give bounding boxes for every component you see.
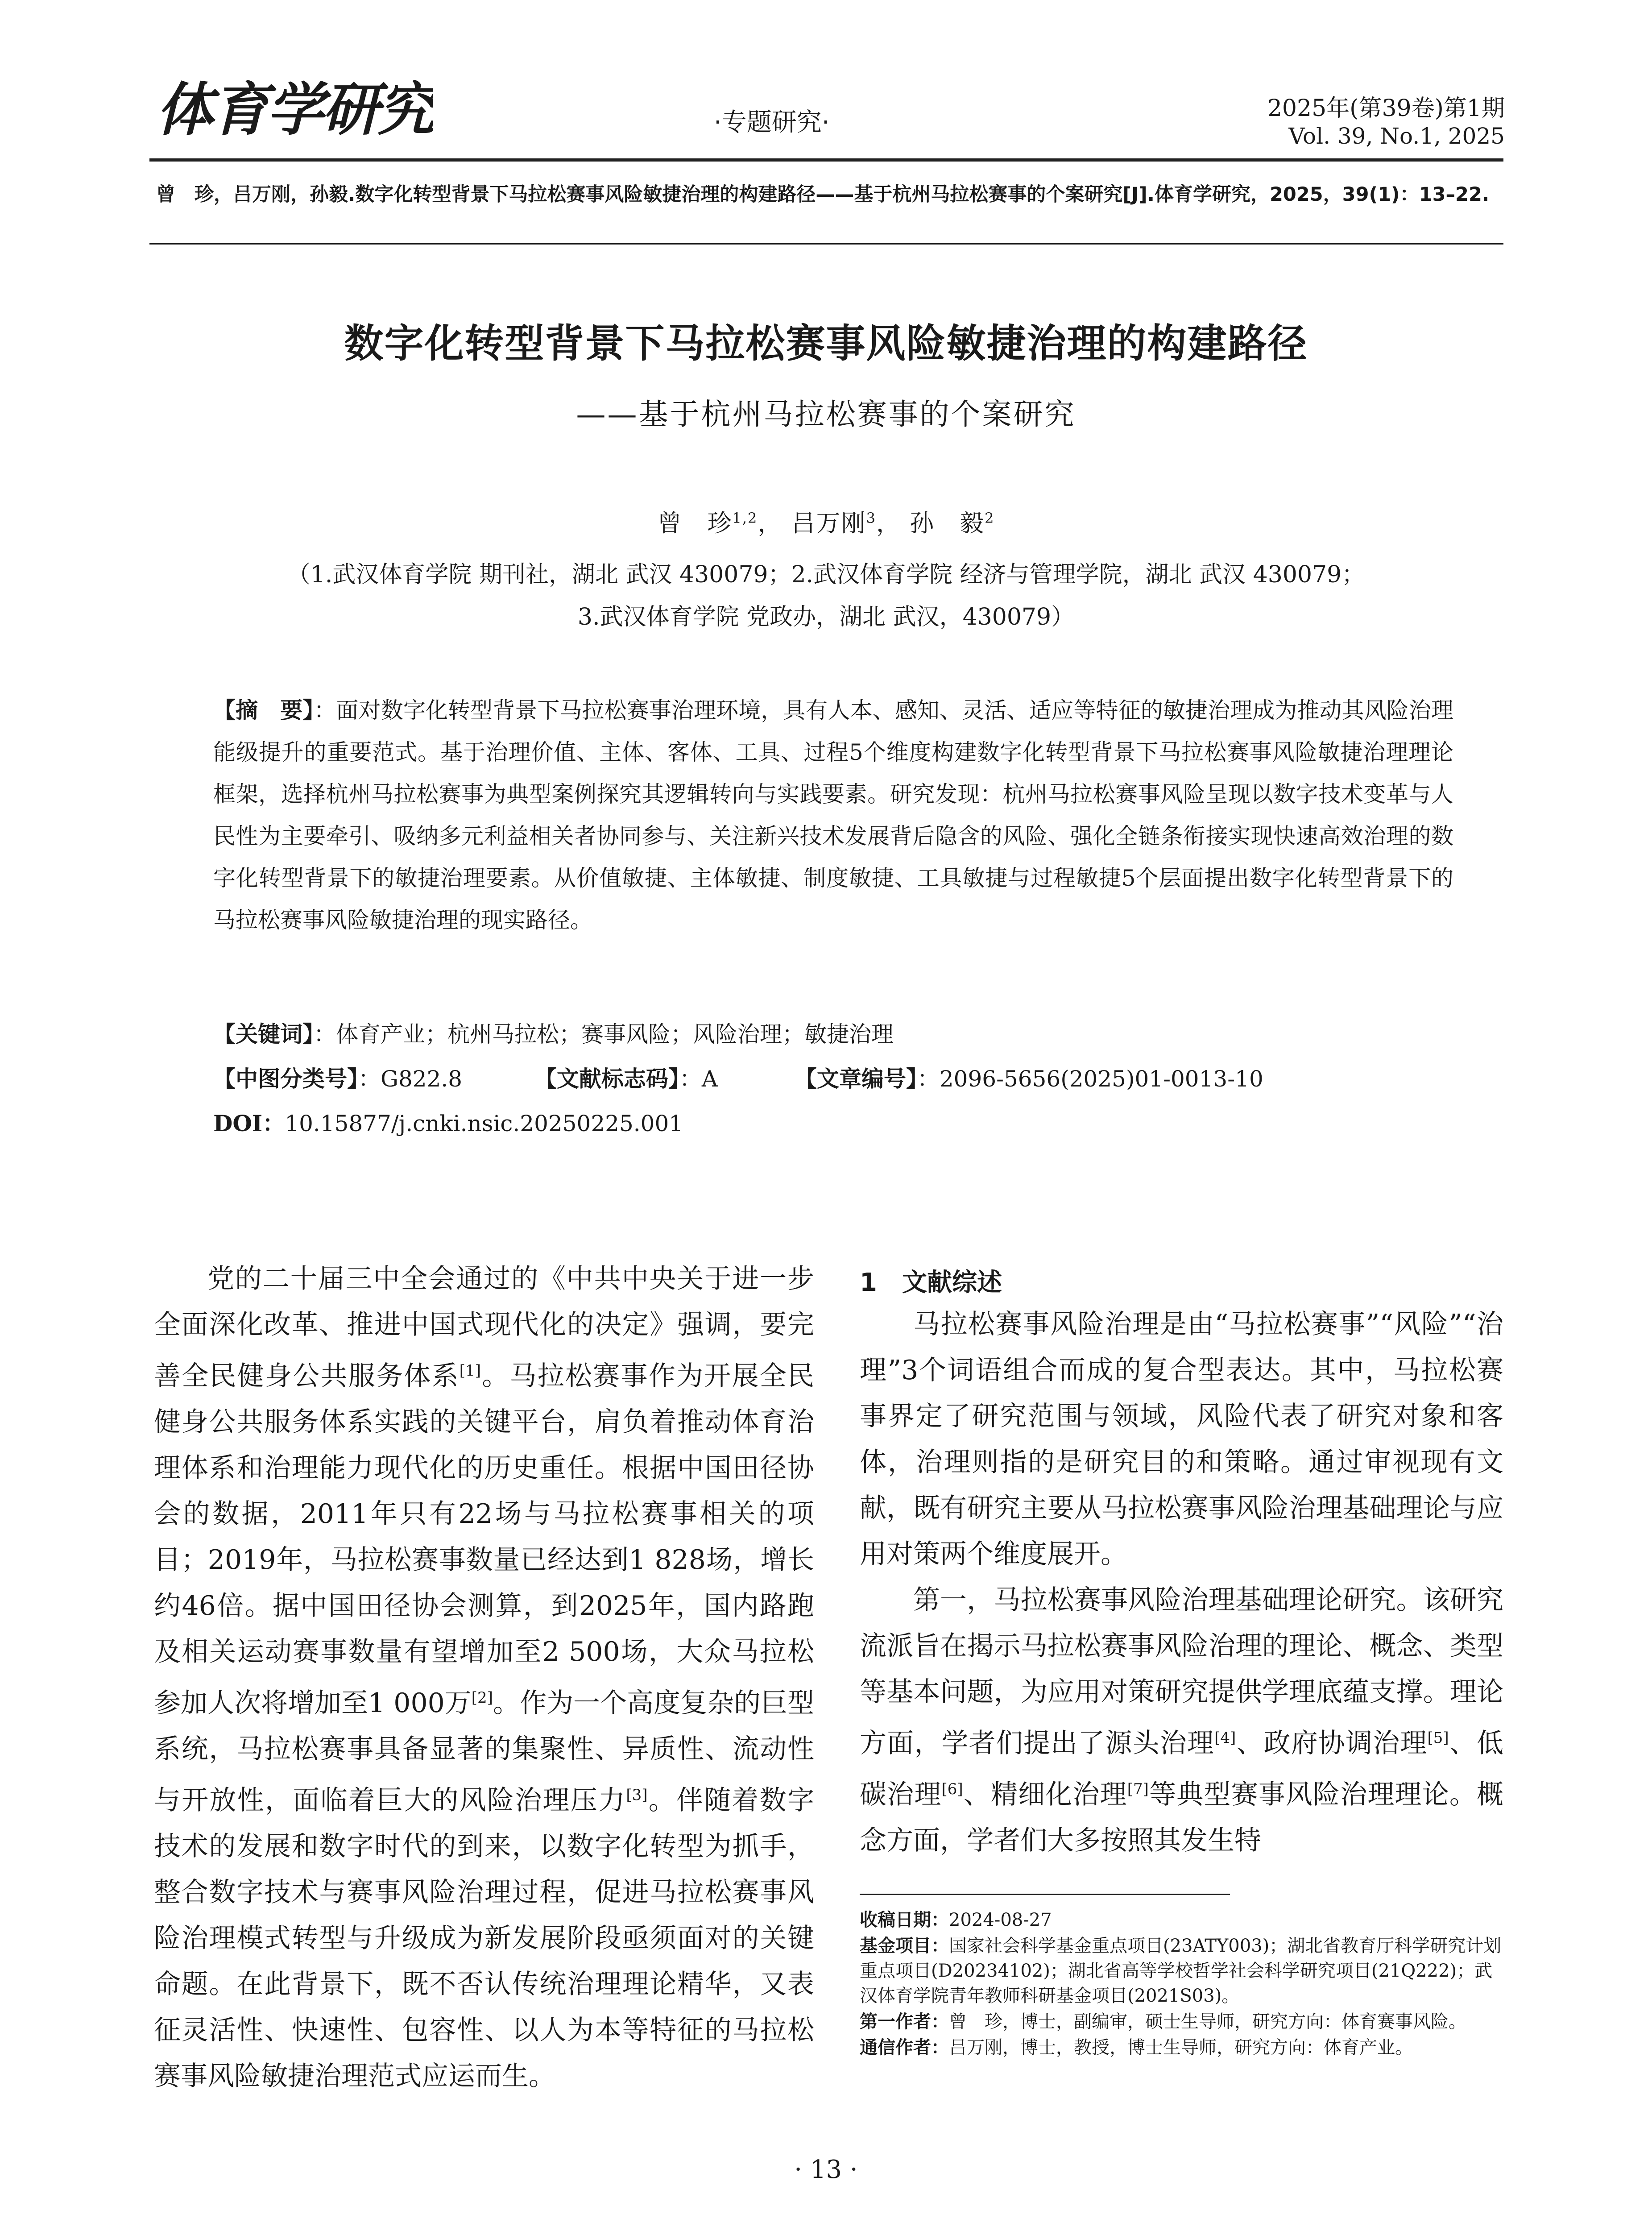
reference-link[interactable]: [1] <box>459 1362 481 1380</box>
page-number: · 13 · <box>794 2155 858 2184</box>
issue-info-cn: 2025年(第39卷)第1期 <box>1267 95 1505 122</box>
citation-line: 曾 珍，吕万刚，孙毅.数字化转型背景下马拉松赛事风险敏捷治理的构建路径——基于杭州马拉松赛事的个案研究[J].体育学研究，2025，39(1)：13–22. <box>156 183 1490 206</box>
author-name: 孙 毅 <box>910 509 985 537</box>
abstract-text: ：面对数字化转型背景下马拉松赛事治理环境，具有人本、感知、灵活、适应等特征的敏捷治理成为推动其风险治理能级提升的重要范式。基于治理价值、主体、客体、工具、过程5个维度构建数字化转型背景下马拉松赛事风险敏捷治理理论框架，选择杭州马拉松赛事为典型案例探究其逻辑转向与实践要素。研究发现：杭州马拉松赛事风险呈现以数字技术变革与人民性为主要牵引、吸纳多元利益相关者协同参与、关注新兴技术发展背后隐含的风险、强化全链条衔接实现快速高效治理的数字化转型背景下的敏捷治理要素。从价值敏捷、主体敏捷、制度敏捷、工具敏捷与过程敏捷5个层面提出数字化转型背景下的马拉松赛事风险敏捷治理的现实路径。 <box>213 697 1454 933</box>
reference-link[interactable]: [4] <box>1214 1729 1236 1747</box>
article-title: 数字化转型背景下马拉松赛事风险敏捷治理的构建路径 <box>344 320 1308 366</box>
author-name: 吕万刚 <box>791 509 866 537</box>
citation-rule <box>149 243 1503 245</box>
body-paragraph: 党的二十届三中全会通过的《中共中央关于进一步全面深化改革、推进中国式现代化的决定》强调，要完善全民健身公共服务体系[1]。马拉松赛事作为开展全民健身公共服务体系实践的关键平台，肩负着推动体育治理体系和治理能力现代化的历史重任。根据中国田径协会的数据，2011年只有22场与马拉松赛事相关的项目；2019年，马拉松赛事数量已经达到1 828场，增长约46倍。据中国田径协会测算，到2025年，国内路跑及相关运动赛事数量有望增加至2 500场，大众马拉松参加人次将增加至1 000万[2]。作为一个高度复杂的巨型系统，马拉松赛事具备显著的集聚性、异质性、流动性与开放性，面临着巨大的风险治理压力[3]。伴随着数字技术的发展和数字时代的到来，以数字化转型为抓手，整合数字技术与赛事风险治理过程，促进马拉松赛事风险治理模式转型与升级成为新发展阶段亟须面对的关键命题。在此背景下，既不否认传统治理理论精华，又表征灵活性、快速性、包容性、以人为本等特征的马拉松赛事风险敏捷治理范式应运而生。 <box>154 1263 815 2092</box>
doc-code-value: ：A <box>679 1066 718 1092</box>
reference-link[interactable]: [3] <box>626 1786 648 1804</box>
body-paragraph: 第一，马拉松赛事风险治理基础理论研究。该研究流派旨在揭示马拉松赛事风险治理的理论、概念、类型等基本问题，为应用对策研究提供学理底蕴支撑。理论方面，学者们提出了源头治理[4]、政府协调治理[5]、低碳治理[6]、精细化治理[7]等典型赛事风险治理理论。概念方面，学者们大多按照其发生特 <box>860 1584 1504 1856</box>
clc-label: 【中图分类号】 <box>213 1066 358 1092</box>
affiliation-line: （1.武汉体育学院 期刊社，湖北 武汉 430079；2.武汉体育学院 经济与管理学院，湖北 武汉 430079； <box>287 561 1365 588</box>
abstract <box>213 689 1453 941</box>
body-paragraph: 马拉松赛事风险治理是由“马拉松赛事”“风险”“治理”3个词语组合而成的复合型表达。其中，马拉松赛事界定了研究范围与领域，风险代表了研究对象和客体，治理则指的是研究目的和策略。通过审视现有文献，既有研究主要从马拉松赛事风险治理基础理论与应用对策两个维度展开。 <box>860 1309 1503 1570</box>
doi-link[interactable]: 10.15877/j.cnki.nsic.20250225.001 <box>285 1111 683 1136</box>
journal-logo <box>156 71 433 147</box>
reference-link[interactable]: [7] <box>1127 1780 1149 1798</box>
journal-logo-text: 体育学研究 <box>156 76 433 143</box>
footnote-received: 收稿日期：2024-08-27 <box>860 1910 1052 1930</box>
author-name: 曾 珍 <box>657 509 733 537</box>
author-affil-mark: 3 <box>866 510 876 527</box>
body-column-right <box>860 1302 1503 1864</box>
footnote-corresponding-author: 通信作者：吕万刚，博士，教授，博士生导师，研究方向：体育产业。 <box>860 2037 1413 2058</box>
footnote-fund: 基金项目：国家社会科学基金重点项目(23ATY003)；湖北省教育厅科学研究计划重点项目(D20234102)；湖北省高等学校哲学社会科学研究项目(21Q222)；武汉体育学院青年教师科研基金项目(2021S03)。 <box>860 1936 1502 2006</box>
author-affil-mark: 2 <box>985 510 995 527</box>
footnote-rule <box>860 1894 1230 1895</box>
footnote-first-author: 第一作者：曾 珍，博士，副编审，硕士生导师，研究方向：体育赛事风险。 <box>860 2011 1466 2032</box>
header-rule <box>149 158 1503 162</box>
section-heading: 1 文献综述 <box>860 1268 1002 1297</box>
body-column-left <box>154 1256 814 2099</box>
doi <box>213 1106 1453 1138</box>
article-subtitle: ——基于杭州马拉松赛事的个案研究 <box>576 397 1076 431</box>
author-list: 曾 珍$^{1,2}$， 吕万刚$^3$， 孙 毅$^2$ <box>657 509 995 537</box>
affiliation-line: 3.武汉体育学院 党政办，湖北 武汉，430079） <box>577 604 1075 630</box>
issue-info-en: Vol. 39, No.1, 2025 <box>1288 123 1505 149</box>
reference-link[interactable]: [2] <box>471 1689 493 1707</box>
doi-label: DOI： <box>213 1110 285 1136</box>
keywords <box>213 1016 1453 1049</box>
author-affil-mark: 1,2 <box>732 510 758 527</box>
reference-link[interactable]: [6] <box>941 1780 963 1798</box>
classification-row <box>213 1061 1453 1093</box>
footnotes <box>860 1908 1503 2061</box>
keywords-text: ：体育产业；杭州马拉松；赛事风险；风险治理；敏捷治理 <box>314 1021 894 1047</box>
abstract-label: 【摘 要】 <box>213 697 314 723</box>
reference-link[interactable]: [5] <box>1427 1729 1449 1747</box>
doc-code-label: 【文献标志码】 <box>534 1066 679 1092</box>
article-number-label: 【文章编号】 <box>794 1066 917 1092</box>
article-number-value: ：2096-5656(2025)01-0013-10 <box>917 1066 1263 1092</box>
column-label: ·专题研究· <box>714 108 830 137</box>
keywords-label: 【关键词】 <box>213 1021 314 1047</box>
clc-value: ：G822.8 <box>358 1066 463 1092</box>
